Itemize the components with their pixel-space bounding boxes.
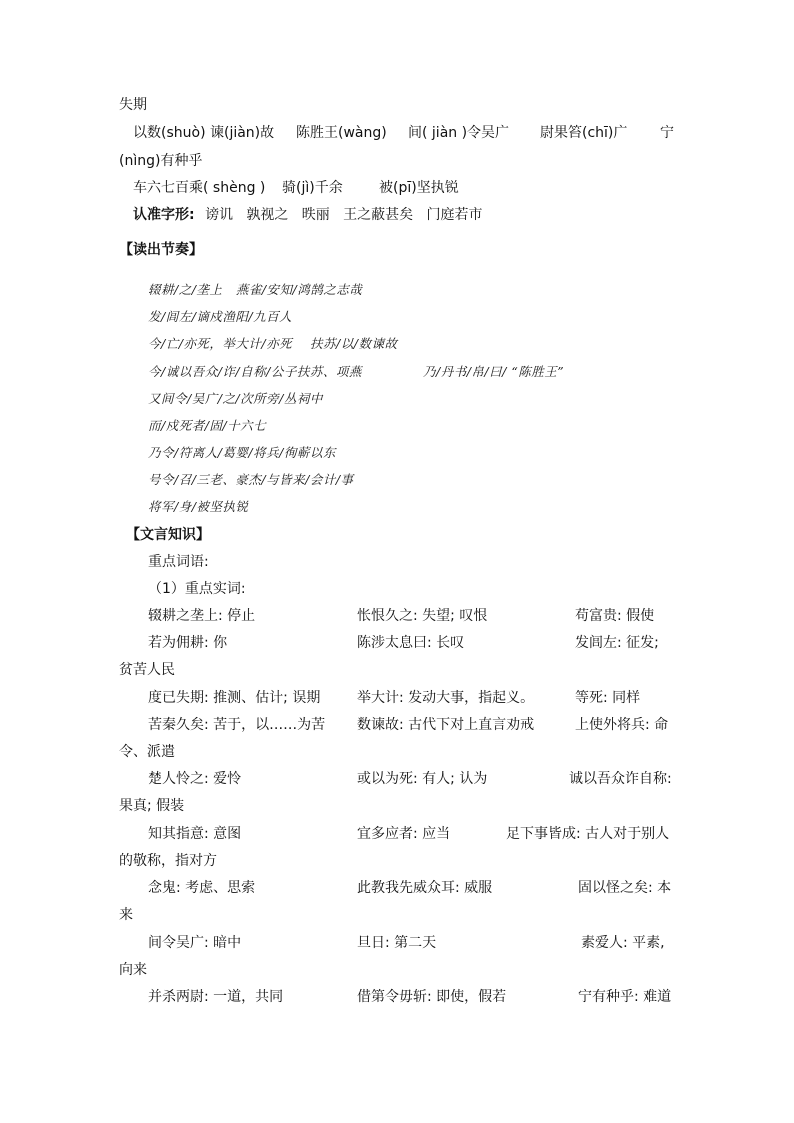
definition-entry: 并杀两尉: 一道，共同 xyxy=(148,989,284,1005)
rhythm-heading: 【读出节奏】 xyxy=(119,242,203,258)
pron-line-4b: 骑(jì)千余 xyxy=(282,180,343,196)
definition-entry: 辍耕之垄上: 停止 xyxy=(148,608,256,624)
definition-entry: 陈涉太息曰: 长叹 xyxy=(357,635,465,651)
definition-entry: 间令吴广: 暗中 xyxy=(148,935,242,951)
rhythm-line: 发/闾左/谪戍渔阳/九百人 xyxy=(148,309,293,324)
definition-entry: 念鬼: 考虑、思索 xyxy=(148,880,256,896)
definition-entry: 楚人怜之: 爱怜 xyxy=(148,771,242,787)
glyph-check-label: 认准字形: xyxy=(133,207,195,223)
pron-line-2a: 以数(shuò) 谏(jiàn)故 xyxy=(133,125,275,141)
definition-entry: 素爱人: 平素, xyxy=(581,935,665,951)
definition-entry: 苟富贵: 假使 xyxy=(575,608,655,624)
rhythm-line: 辍耕/之/垄上 燕雀/安知/鸿鹄之志哉 xyxy=(148,282,363,297)
definition-entry: 怅恨久之: 失望; 叹恨 xyxy=(357,608,488,624)
glyph-check-words: 谤讥 孰视之 昳丽 王之蔽甚矣 门庭若市 xyxy=(205,207,483,223)
definition-entry: 宜多应者: 应当 xyxy=(357,826,451,842)
definition-entry: 足下事皆成: 古人对于别人 xyxy=(506,826,670,842)
definition-entry: 固以怪之矣: 本 xyxy=(578,880,672,896)
rhythm-line: 乃令/符离人/葛婴/将兵/徇蕲以东 xyxy=(148,445,336,460)
definition-entry: 此教我先威众耳: 威服 xyxy=(357,880,493,896)
definition-entry: 发闾左: 征发; xyxy=(575,635,659,651)
pron-line-4c: 被(pī)坚执锐 xyxy=(379,180,459,196)
definition-wrap: 向来 xyxy=(119,962,147,978)
definition-entry: 若为佣耕: 你 xyxy=(148,635,228,651)
definition-entry: 旦日: 第二天 xyxy=(357,935,437,951)
definition-entry: 举大计: 发动大事，指起义。 xyxy=(357,690,535,706)
glyph-check-line xyxy=(133,206,482,224)
definition-wrap: 令、派遣 xyxy=(119,744,175,760)
rhythm-line: 乃/丹书/帛/曰/ “陈胜王” xyxy=(423,364,565,379)
pron-line-4a: 车六七百乘( shèng ) xyxy=(133,180,266,196)
rhythm-line: 将军/身/被坚执锐 xyxy=(148,499,249,514)
pron-line-2c: 间( jiàn )令吴广 xyxy=(408,125,510,141)
definition-entry: 诚以吾众诈自称: xyxy=(569,771,672,787)
definition-entry: 苦秦久矣: 苦于，以……为苦 xyxy=(148,717,326,733)
rhythm-line: 而/戍死者/固/十六七 xyxy=(148,418,267,433)
pron-line-2e: 宁 xyxy=(660,125,674,141)
definition-wrap: 果真; 假装 xyxy=(119,798,185,814)
rhythm-line: 又间令/吴广/之/次所旁/丛祠中 xyxy=(148,391,323,406)
definition-entry: 或以为死: 有人; 认为 xyxy=(357,771,488,787)
definition-entry: 度已失期: 推测、估计; 误期 xyxy=(148,690,321,706)
key-words-subheading: 重点词语: xyxy=(148,554,209,570)
definition-entry: 等死: 同样 xyxy=(575,690,641,706)
rhythm-line: 今/亡/亦死，举大计/亦死 扶苏/以/数谏故 xyxy=(148,336,398,351)
pron-line-1: 失期 xyxy=(119,97,147,113)
definition-wrap: 来 xyxy=(119,907,133,923)
definition-entry: 宁有种乎: 难道 xyxy=(578,989,672,1005)
pron-line-2d: 尉果笞(chī)广 xyxy=(540,125,628,141)
pron-line-2b: 陈胜王(wàng) xyxy=(296,125,387,141)
definition-entry: 知其指意: 意图 xyxy=(148,826,242,842)
definition-wrap: 贫苦人民 xyxy=(119,662,175,678)
definition-wrap: 的敬称，指对方 xyxy=(119,853,217,869)
rhythm-line: 今/诚以吾众/诈/自称/公子扶苏、项燕 xyxy=(148,364,362,379)
definition-entry: 数谏故: 古代下对上直言劝戒 xyxy=(357,717,535,733)
definition-entry: 借第令毋斩: 即使，假若 xyxy=(357,989,507,1005)
rhythm-line: 号令/召/三老、豪杰/与皆来/会计/事 xyxy=(148,472,354,487)
content-words-subheading: （1）重点实词: xyxy=(148,581,246,597)
definition-entry: 上使外将兵: 命 xyxy=(575,717,669,733)
knowledge-heading: 【文言知识】 xyxy=(126,527,210,543)
pron-line-3: (nìng)有种乎 xyxy=(119,153,203,169)
